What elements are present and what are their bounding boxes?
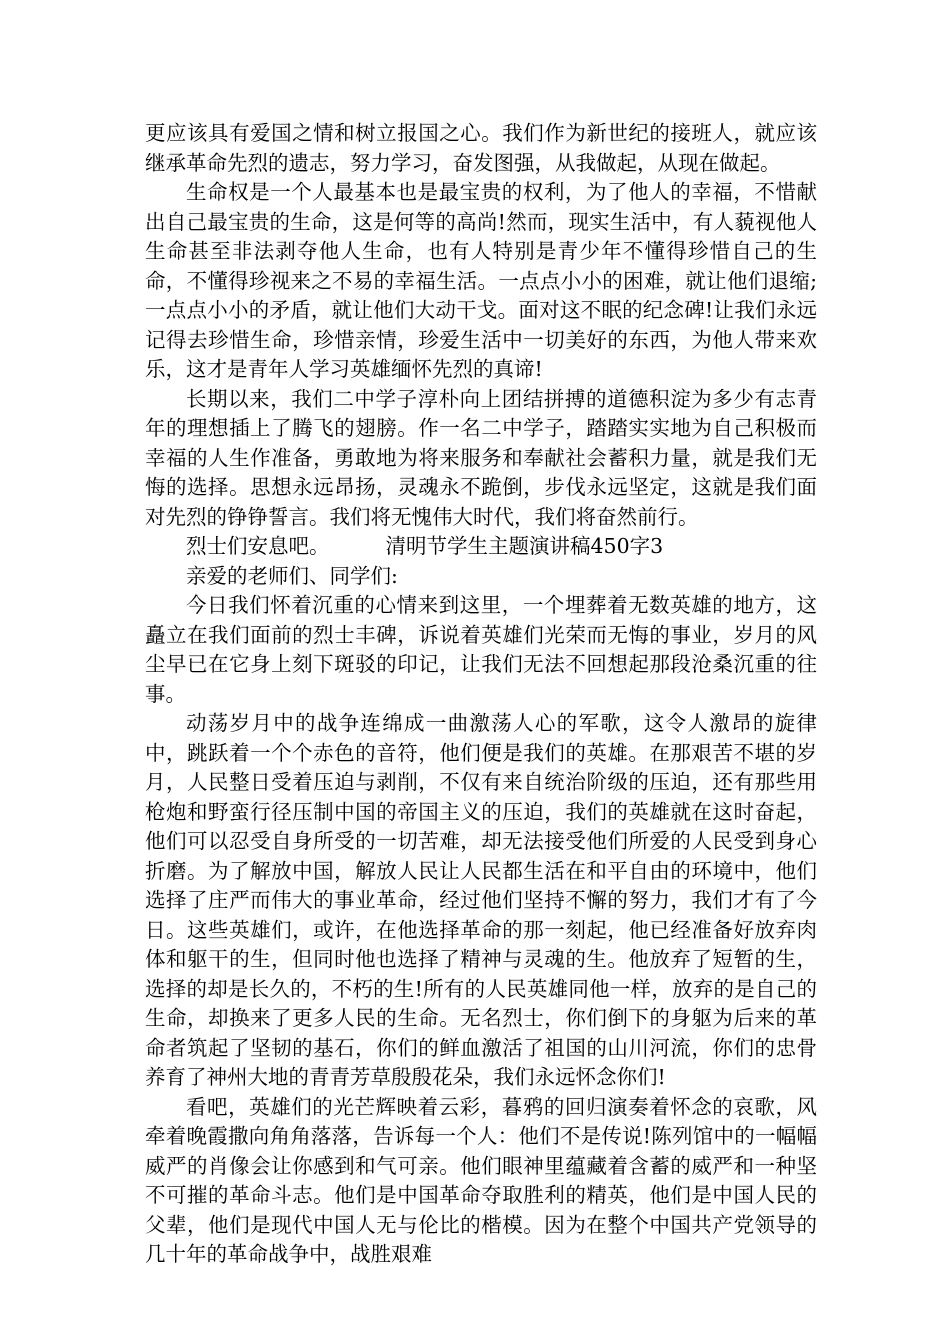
greeting: 亲爱的老师们、同学们: <box>186 563 398 588</box>
closing-and-title-line <box>145 532 817 562</box>
paragraph-1: 更应该具有爱国之情和树立报国之心。我们作为新世纪的接班人，就应该继承革命先烈的遗志，努力学习，奋发图强，从我做起，从现在做起。 <box>145 121 817 175</box>
paragraph-5: 动荡岁月中的战争连绵成一曲激荡人心的军歌，这令人激昂的旋律中，跳跃着一个个赤色的音符，他们便是我们的英雄。在那艰苦不堪的岁月，人民整日受着压迫与剥削，不仅有来自统治阶级的压迫，还有那些用枪炮和野蛮行径压制中国的帝国主义的压迫，我们的英雄就在这时奋起，他们可以忍受自身所受的一切苦难，却无法接受他们所爱的人民受到身心折磨。为了解放中国，解放人民让人民都生活在和平自由的环境中，他们选择了庄严而伟大的事业革命，经过他们坚持不懈的努力，我们才有了今日。这些英雄们，或许，在他选择革命的那一刻起，他已经准备好放弃肉体和躯干的生，但同时他也选择了精神与灵魂的生。他放弃了短暂的生，选择的却是长久的，不朽的生!所有的人民英雄同他一样，放弃的是自己的生命，却换来了更多人民的生命。无名烈士，你们倒下的身躯为后来的革命者筑起了坚韧的基石，你们的鲜血激活了祖国的山川河流，你们的忠骨养育了神州大地的青青芳草殷殷花朵，我们永远怀念你们! <box>145 711 817 1089</box>
paragraph-2: 生命权是一个人最基本也是最宝贵的权利，为了他人的幸福，不惜献出自己最宝贵的生命，这是何等的高尚!然而，现实生活中，有人藐视他人生命甚至非法剥夺他人生命，也有人特别是青少年不懂得珍惜自己的生命，不懂得珍视来之不易的幸福生活。一点点小小的困难，就让他们退缩;一点点小小的矛盾，就让他们大动干戈。面对这不眠的纪念碑!让我们永远记得去珍惜生命，珍惜亲情，珍爱生活中一切美好的东西，为他人带来欢乐，这才是青年人学习英雄缅怀先烈的真谛! <box>145 180 817 381</box>
closing-text: 烈士们安息吧。 <box>186 534 330 558</box>
paragraph-6: 看吧，英雄们的光芒辉映着云彩，暮鸦的回归演奏着怀念的哀歌，风牵着晚霞撒向角角落落，告诉每一个人：他们不是传说!陈列馆中的一幅幅威严的肖像会让你感到和气可亲。他们眼神里蕴藏着含蓄的威严和一种坚不可摧的革命斗志。他们是中国革命夺取胜利的精英，他们是中国人民的父辈，他们是现代中国人无与伦比的楷模。因为在整个中国共产党领导的几十年的革命战争中，战胜艰难 <box>145 1094 817 1266</box>
section-title: 清明节学生主题演讲稿450字3 <box>385 534 664 558</box>
paragraph-3: 长期以来，我们二中学子淳朴向上团结拼搏的道德积淀为多少有志青年的理想插上了腾飞的翅膀。作一名二中学子，踏踏实实地为自己积极而幸福的人生作准备，勇敢地为将来服务和奉献社会蓄积力量，就是我们无悔的选择。思想永远昂扬，灵魂永不跪倒，步伐永远坚定，这就是我们面对先烈的铮铮誓言。我们将无愧伟大时代，我们将奋然前行。 <box>145 386 817 529</box>
paragraph-4: 今日我们怀着沉重的心情来到这里，一个埋葬着无数英雄的地方，这矗立在我们面前的烈士丰碑，诉说着英雄们光荣而无悔的事业，岁月的风尘早已在它身上刻下斑驳的印记，让我们无法不回想起那段沧桑沉重的往事。 <box>145 593 817 706</box>
document-page <box>145 119 817 1270</box>
